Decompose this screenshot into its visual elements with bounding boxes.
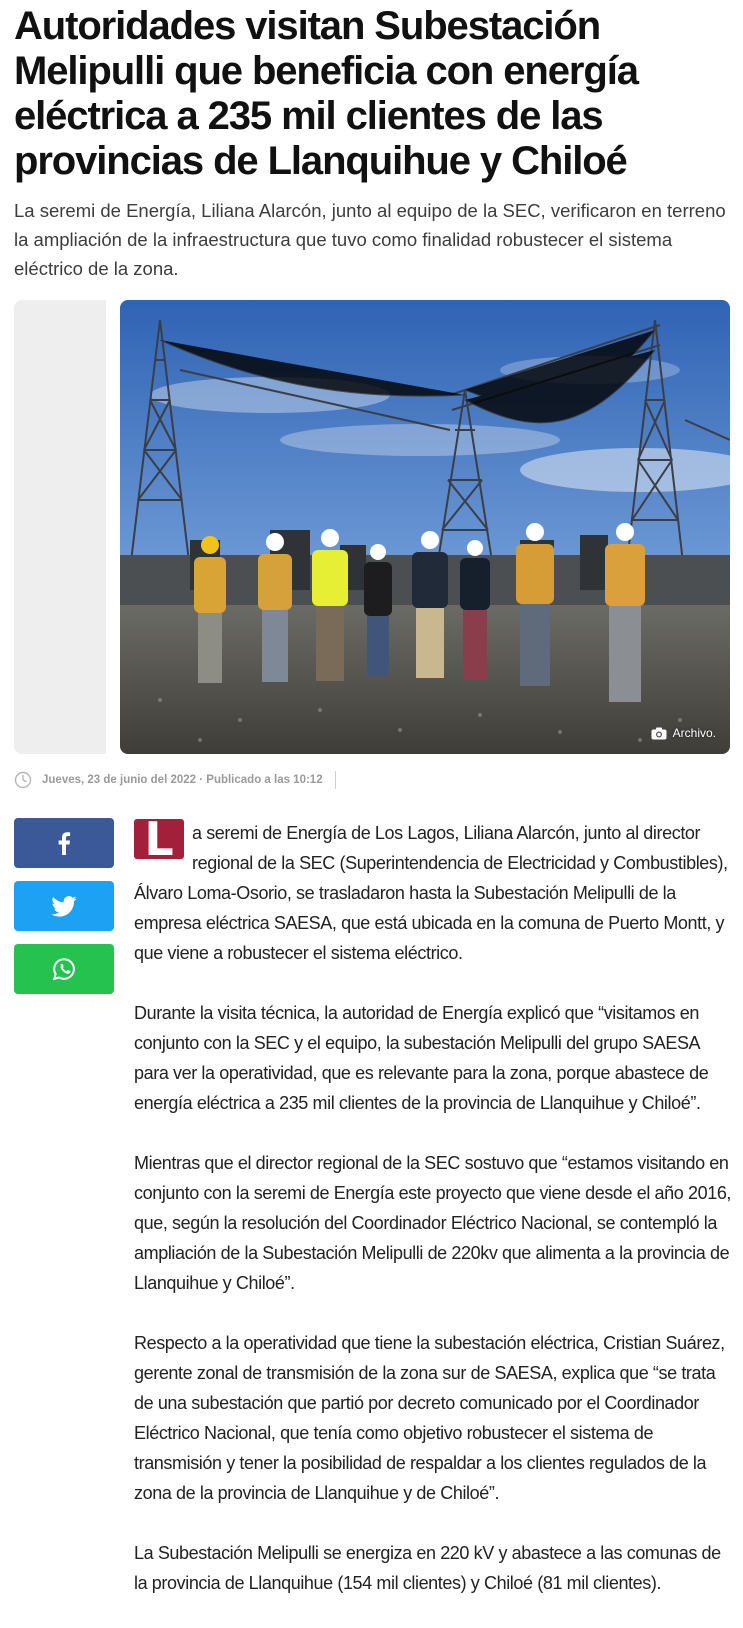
paragraph-2: Durante la visita técnica, la autoridad de Energía explicó que “visitamos en conjunto con la SEC y el equipo, la subestación Melipulli del grupo SAESA para ver la operatividad, que es relevante para la zona, porque abastece de energía eléctrica a 235 mil clientes de la provincia de Llanquihue y Chiloé”.: [134, 1003, 709, 1113]
article-body: [134, 812, 734, 1628]
article-meta: [14, 770, 336, 790]
publish-date: Jueves, 23 de junio del 2022 · Publicado a las 10:12: [42, 774, 323, 786]
share-twitter-button[interactable]: [14, 881, 114, 931]
photo-credit: [651, 726, 716, 740]
facebook-icon: [57, 831, 71, 855]
paragraph-4: Respecto a la operatividad que tiene la subestación eléctrica, Cristian Suárez, gerente zonal de transmisión de la zona sur de SAESA, explica que “se trata de una subestación que partió por decreto comunicado por el Coordinador Eléctrico Nacional, que tenía como objetivo robustecer el sistema de transmisión y tener la posibilidad de respaldar a los clientes regulados de la zona de la provincia de Llanquihue y de Chiloé”.: [134, 1333, 725, 1503]
substation-photo-illustration: [120, 300, 730, 754]
article-title: Autoridades visitan Subestación Melipulli que beneficia con energía eléctrica a 235 mil clientes de las provincias de Llanquihue y Chiloé: [14, 4, 638, 183]
camera-icon: [651, 727, 667, 740]
clock-icon: [14, 771, 32, 789]
whatsapp-icon: [52, 957, 76, 981]
photo-gallery-strip: [14, 300, 106, 754]
article-photo[interactable]: [120, 300, 730, 754]
drop-cap: L: [134, 819, 184, 859]
twitter-icon: [51, 896, 77, 917]
share-whatsapp-button[interactable]: [14, 944, 114, 994]
paragraph-5: La Subestación Melipulli se energiza en 220 kV y abastece a las comunas de la provincia de Llanquihue (154 mil clientes) y Chiloé (81 mil clientes).: [134, 1543, 721, 1593]
article-lead: La seremi de Energía, Liliana Alarcón, junto al equipo de la SEC, verificaron en terreno la ampliación de la infraestructura que tuvo como finalidad robustecer el sistema eléctrico de la zona.: [14, 200, 726, 279]
paragraph-1-text: a seremi de Energía de Los Lagos, Liliana Alarcón, junto al director regional de la SEC (Superintendencia de Electricidad y Combustibles), Álvaro Loma-Osorio, se trasladaron hasta la Subestación Melipulli de la empresa eléctrica SAESA, que está ubicada en la comuna de Puerto Montt, y que viene a robustecer el sistema eléctrico.: [134, 823, 728, 963]
paragraph-1: [134, 812, 734, 968]
paragraph-3: Mientras que el director regional de la SEC sostuvo que “estamos visitando en conjunto con la seremi de Energía este proyecto que viene desde el año 2016, que, según la resolución del Coordinador Eléctrico Nacional, se contempló la ampliación de la Subestación Melipulli de 220kv que alimenta a la provincia de Llanquihue y Chiloé”.: [134, 1153, 732, 1293]
share-facebook-button[interactable]: [14, 818, 114, 868]
meta-divider: [335, 771, 336, 789]
photo-credit-label: Archivo.: [672, 726, 716, 740]
